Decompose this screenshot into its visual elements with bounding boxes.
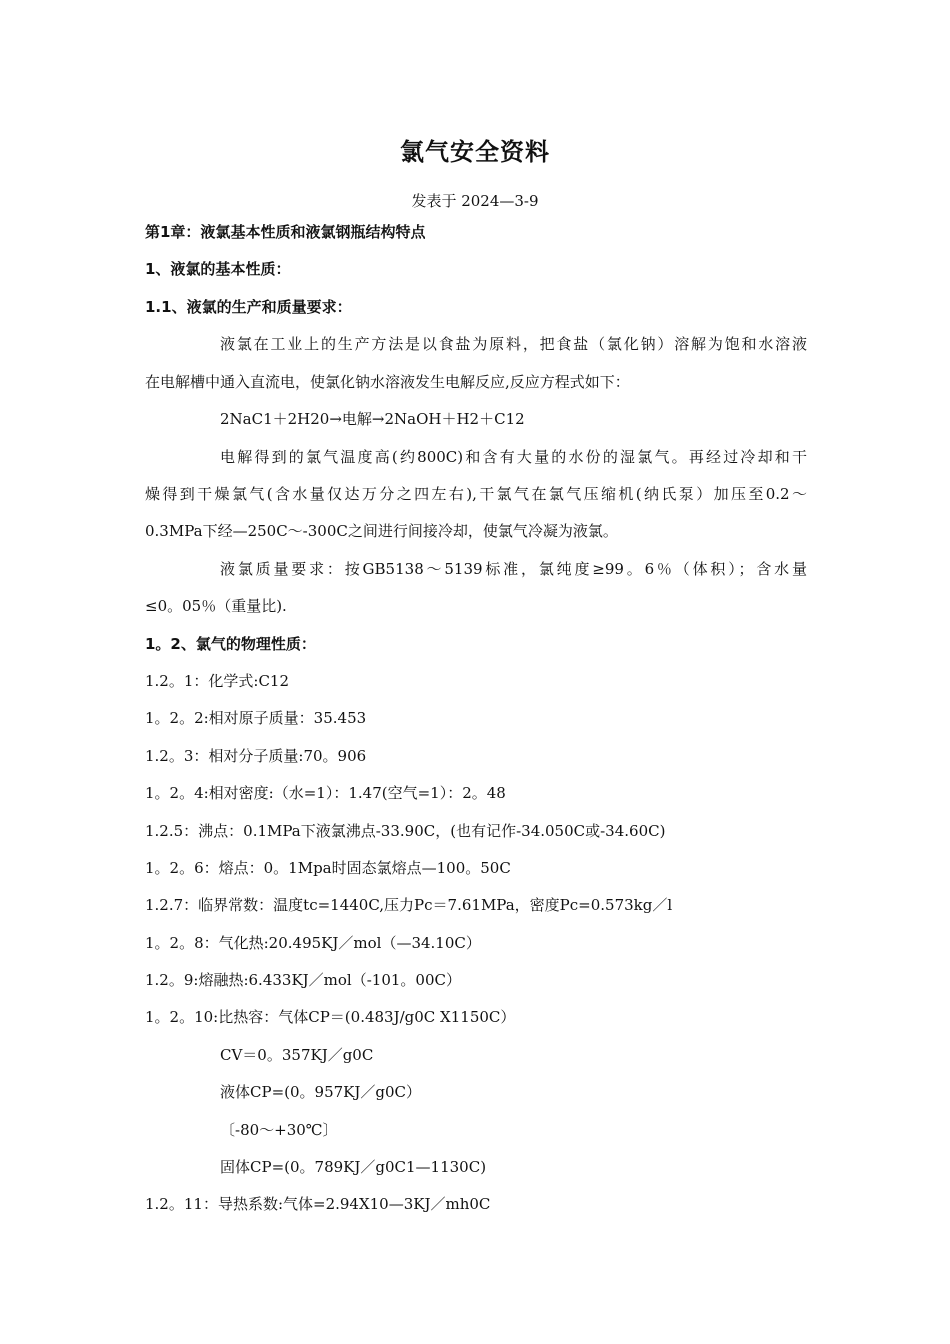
paragraph-line: ≤0。05％（重量比). <box>145 597 287 615</box>
heat-capacity-subitem: 液体CP=(0。957KJ／g0C） <box>220 1083 422 1101</box>
paragraph-line: 在电解槽中通入直流电，使氯化钠水溶液发生电解反应,反应方程式如下： <box>145 373 630 391</box>
property-item: 1。2。2:相对原子质量：35.453 <box>145 709 367 727</box>
section-heading-1-1: 1.1、液氯的生产和质量要求： <box>145 298 352 316</box>
property-item: 1.2.5：沸点：0.1MPa下液氯沸点-33.90C，(也有记作-34.050C或-34.60C) <box>145 822 666 840</box>
paragraph-line: 液氯在工业上的生产方法是以食盐为原料，把食盐（氯化钠）溶解为饱和水溶液 <box>220 335 807 353</box>
paragraph-line: 电解得到的氯气温度高(约800C)和含有大量的水份的湿氯气。再经过冷却和干 <box>220 448 807 466</box>
property-item: 1.2。1：化学式:C12 <box>145 672 290 690</box>
heat-capacity-subitem: 〔-80～+30℃〕 <box>220 1121 338 1139</box>
paragraph-line: 液氯质量要求：按GB5138～5139标准，氯纯度≥99。6％（体积）；含水量 <box>220 560 807 578</box>
chapter-heading: 第1章：液氯基本性质和液氯钢瓶结构特点 <box>145 223 426 241</box>
chemical-equation: 2NaC1＋2H20→电解→2NaOH＋H2＋C12 <box>220 410 525 428</box>
heat-capacity-subitem: 固体CP=(0。789KJ／g0C1—1130C) <box>220 1158 487 1176</box>
property-item: 1.2。3：相对分子质量:70。906 <box>145 747 367 765</box>
property-item: 1。2。6：熔点：0。1Mpa时固态氯熔点—100。50C <box>145 859 511 877</box>
property-item: 1。2。8：气化热:20.495KJ／mol（—34.10C） <box>145 934 481 952</box>
publish-date: 发表于 2024—3-9 <box>411 192 539 210</box>
paragraph-line: 燥得到干燥氯气(含水量仅达万分之四左右),干氯气在氯气压缩机(纳氏泵）加压至0.2～ <box>145 485 807 503</box>
property-item: 1。2。10:比热容：气体CP＝(0.483J/g0C X1150C） <box>145 1008 516 1026</box>
document-title: 氯气安全资料 <box>400 138 550 166</box>
property-item: 1.2。11：导热系数:气体=2.94X10—3KJ／mh0C <box>145 1195 491 1213</box>
property-item: 1。2。4:相对密度:（水=1）：1.47(空气=1）：2。48 <box>145 784 506 802</box>
property-item: 1.2.7：临界常数：温度tc=1440C,压力Pc＝7.61MPa，密度Pc=0.573kg／l <box>145 896 673 914</box>
property-item: 1.2。9:熔融热:6.433KJ／mol（-101。00C） <box>145 971 461 989</box>
paragraph-line: 0.3MPa下经—250C～-300C之间进行间接冷却，使氯气冷凝为液氯。 <box>145 522 618 540</box>
section-heading-1: 1、液氯的基本性质： <box>145 260 291 278</box>
section-heading-1-2: 1。2、氯气的物理性质： <box>145 635 316 653</box>
heat-capacity-subitem: CV＝0。357KJ／g0C <box>220 1046 374 1064</box>
